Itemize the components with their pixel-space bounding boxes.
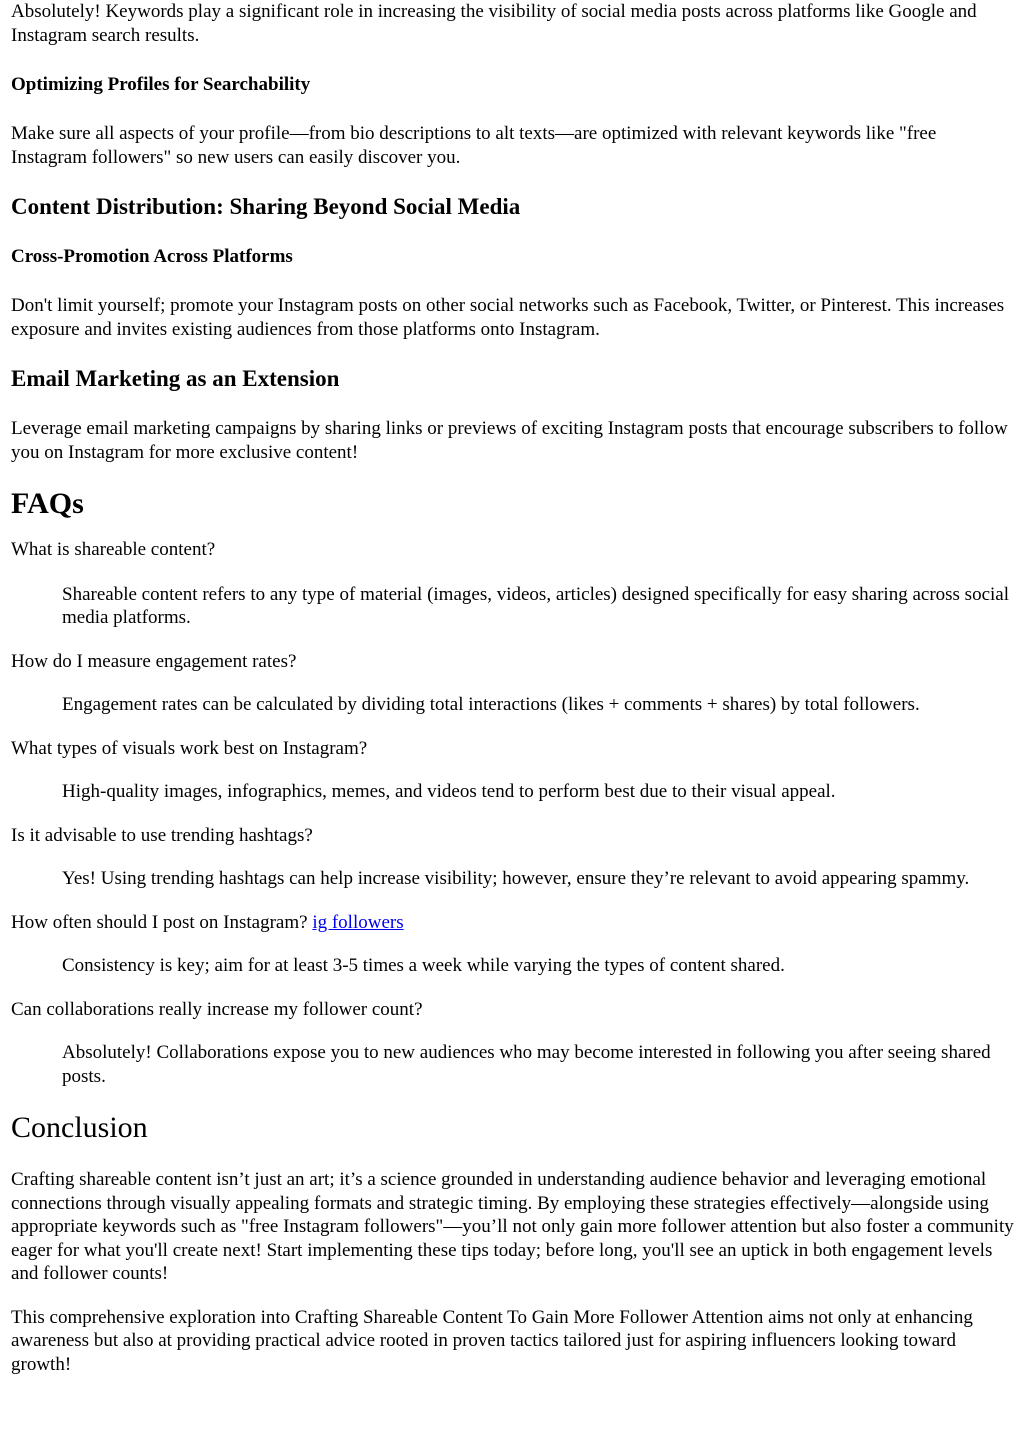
faq-answer: Engagement rates can be calculated by dividing total interactions (likes + comments + shares) by total followers. bbox=[62, 694, 920, 715]
heading-faqs: FAQs bbox=[11, 487, 84, 520]
faq-question: Is it advisable to use trending hashtags? bbox=[11, 824, 313, 846]
heading-optimizing-profiles: Optimizing Profiles for Searchability bbox=[11, 74, 311, 95]
faq-question: Can collaborations really increase my follower count? bbox=[11, 998, 423, 1020]
faq-list bbox=[11, 538, 1014, 1088]
faq-answer: Shareable content refers to any type of material (images, videos, articles) designed specifically for easy sharing across social media platforms. bbox=[62, 583, 1010, 628]
intro-paragraph: Absolutely! Keywords play a significant role in increasing the visibility of social media posts across platforms like Google and Instagram search results. bbox=[11, 1, 977, 46]
heading-content-distribution: Content Distribution: Sharing Beyond Social Media bbox=[11, 194, 521, 219]
cross-promotion-paragraph: Don't limit yourself; promote your Instagram posts on other social networks such as Facebook, Twitter, or Pinterest. This increases exposure and invites existing audiences from those platforms onto Instagram. bbox=[11, 295, 1005, 340]
email-marketing-paragraph: Leverage email marketing campaigns by sharing links or previews of exciting Instagram posts that encourage subscribers to follow you on Instagram for more exclusive content! bbox=[11, 418, 1008, 463]
conclusion-paragraph: Crafting shareable content isn’t just an art; it’s a science grounded in understanding audience behavior and leveraging emotional connections through visually appealing formats and strategic timing. By employing these strategies effectively—alongside using appropriate keywords such as "free Instagram followers"—you’ll not only gain more follower attention but also foster a community eager for what you'll create next! Start implementing these tips today; before long, you'll see an uptick in both engagement levels and follower counts! bbox=[11, 1169, 1014, 1284]
faq-question: What is shareable content? bbox=[11, 539, 216, 560]
faq-answer: Yes! Using trending hashtags can help increase visibility; however, ensure they’re relevant to avoid appearing spammy. bbox=[62, 868, 970, 889]
conclusion-paragraph: This comprehensive exploration into Crafting Shareable Content To Gain More Follower Attention aims not only at enhancing awareness but also at providing practical advice rooted in proven tactics tailored just for aspiring influencers looking toward growth! bbox=[11, 1306, 973, 1375]
faq-question: What types of visuals work best on Instagram? bbox=[11, 737, 368, 759]
faq-answer: Consistency is key; aim for at least 3-5 times a week while varying the types of content shared. bbox=[62, 955, 785, 976]
heading-conclusion: Conclusion bbox=[11, 1111, 148, 1144]
heading-email-marketing: Email Marketing as an Extension bbox=[11, 366, 340, 391]
heading-cross-promotion: Cross-Promotion Across Platforms bbox=[11, 246, 293, 267]
faq-question: How do I measure engagement rates? bbox=[11, 650, 297, 672]
faq-answer: Absolutely! Collaborations expose you to new audiences who may become interested in following you after seeing shared posts. bbox=[62, 1042, 991, 1087]
faq-question: How often should I post on Instagram? bbox=[11, 911, 308, 933]
faq-answer: High-quality images, infographics, memes, and videos tend to perform best due to their visual appeal. bbox=[62, 781, 836, 802]
profiles-paragraph: Make sure all aspects of your profile—from bio descriptions to alt texts—are optimized with relevant keywords like "free Instagram followers" so new users can easily discover you. bbox=[11, 123, 937, 168]
faq-question-with-link bbox=[11, 911, 1014, 935]
ig-followers-link[interactable]: ig followers bbox=[312, 911, 404, 933]
